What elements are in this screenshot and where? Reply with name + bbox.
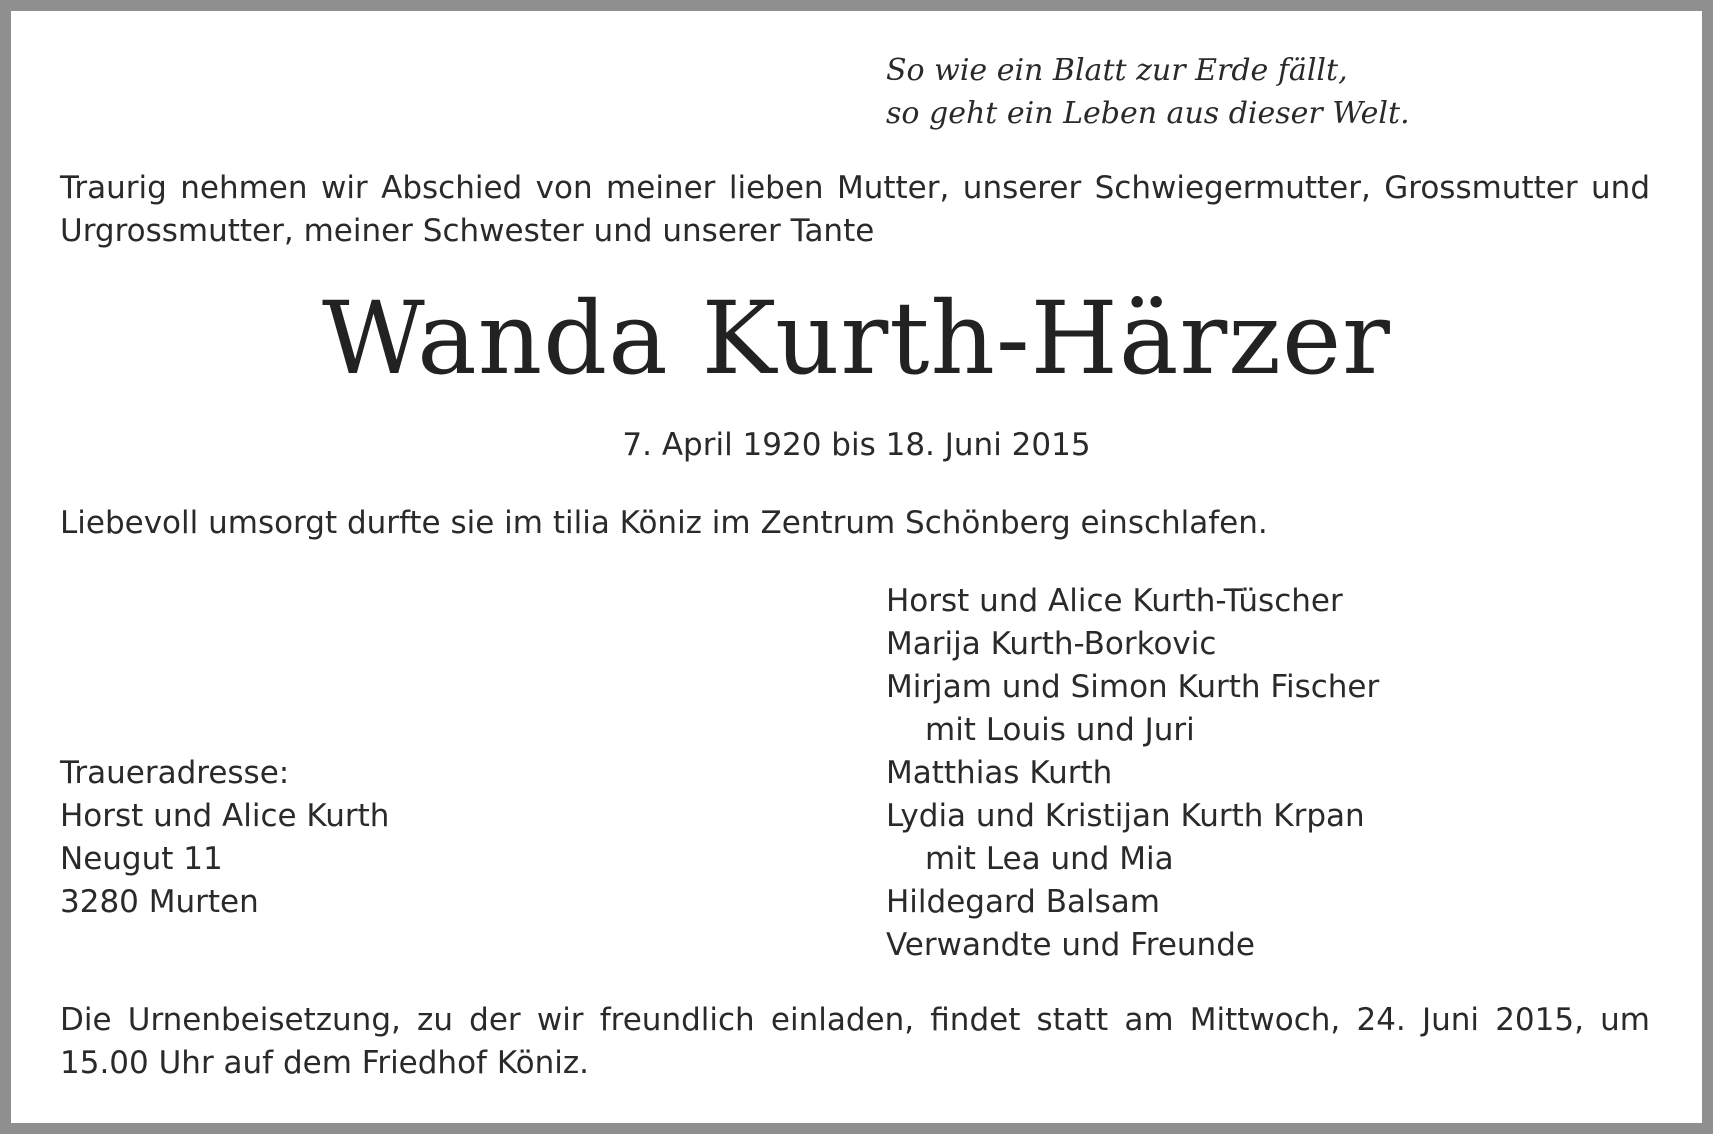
mourner-item: Marija Kurth-Borkovic: [886, 626, 1217, 662]
intro-text: Traurig nehmen wir Abschied von meiner lieben Mutter, unserer Schwiegermutter, Grossmutter und Urgrossmutter, meiner Schwester und unserer Tante: [60, 170, 1650, 249]
motto-line-2: so geht ein Leben aus dieser Welt.: [886, 96, 1410, 131]
motto-line-1: So wie ein Blatt zur Erde fällt,: [886, 53, 1348, 88]
address-label: Traueradresse:: [60, 755, 290, 791]
deceased-name: Wanda Kurth-Härzer: [322, 280, 1391, 397]
mourning-address: [60, 752, 389, 924]
obituary-notice: [11, 11, 1702, 1123]
passing-text: Liebevoll umsorgt durfte sie im tilia Köniz im Zentrum Schönberg einschlafen.: [60, 505, 1268, 541]
mourner-item: Verwandte und Freunde: [886, 927, 1255, 963]
mourner-children: mit Lea und Mia: [925, 841, 1174, 877]
mourner-item: Mirjam und Simon Kurth Fischer: [886, 669, 1380, 705]
mourner-item: Matthias Kurth: [886, 755, 1113, 791]
motto-verse: [886, 49, 1410, 135]
address-street: Neugut 11: [60, 841, 223, 877]
mourners-list: [886, 580, 1379, 967]
address-name: Horst und Alice Kurth: [60, 798, 390, 834]
life-dates: 7. April 1920 bis 18. Juni 2015: [622, 427, 1091, 463]
mourner-item: Lydia und Kristijan Kurth Krpan: [886, 798, 1365, 834]
address-city: 3280 Murten: [60, 884, 259, 920]
mourner-item: Hildegard Balsam: [886, 884, 1160, 920]
funeral-info: Die Urnenbeisetzung, zu der wir freundlich einladen, findet statt am Mittwoch, 24. Juni 2015, um 15.00 Uhr auf dem Friedhof Köniz.: [60, 1002, 1650, 1081]
mourner-item: Horst und Alice Kurth-Tüscher: [886, 583, 1343, 619]
mourner-children: mit Louis und Juri: [925, 712, 1195, 748]
